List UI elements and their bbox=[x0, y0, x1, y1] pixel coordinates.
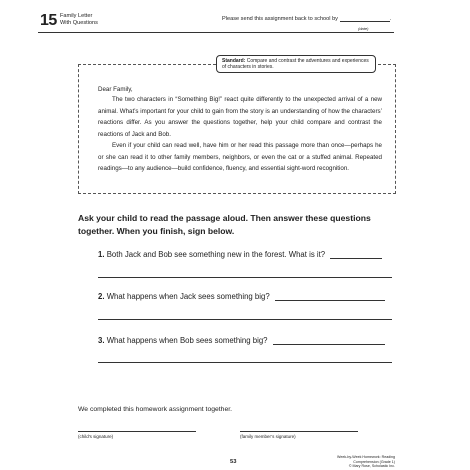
letter-paragraph-1: The two characters in “Something Big!” react quite differently to the unexpected arrival of a new animal. What’s important for your child to gain from the story is an understanding of how the characters’ reactions differ. As you answer the questions together, help your child compare and contrast the reactions of Jack and Bob. bbox=[98, 96, 382, 138]
lesson-number: 15 bbox=[40, 12, 57, 29]
completion-statement: We completed this homework assignment together. bbox=[78, 406, 233, 413]
letter-greeting: Dear Family, bbox=[98, 86, 133, 93]
date-caption: (date) bbox=[358, 26, 369, 31]
date-blank[interactable] bbox=[340, 16, 390, 22]
lesson-title bbox=[60, 13, 98, 27]
answer-line-2[interactable] bbox=[98, 319, 392, 320]
question-text: Both Jack and Bob see something new in the forest. What is it? bbox=[106, 250, 326, 259]
standard-text: Compare and contrast the adventures and experiences of characters in stories. bbox=[222, 58, 369, 71]
credit-line-2: © Mary Rose, Scholastic Inc. bbox=[348, 464, 395, 469]
standard-label: Standard: bbox=[222, 58, 246, 64]
question-1 bbox=[98, 250, 382, 259]
answer-line-1[interactable] bbox=[98, 277, 392, 278]
send-back-period: . bbox=[389, 16, 392, 22]
family-signature-line[interactable] bbox=[240, 431, 358, 432]
answer-line-3[interactable] bbox=[98, 362, 392, 363]
question-1-inline-blank[interactable] bbox=[330, 252, 382, 259]
question-text: What happens when Jack sees something big? bbox=[106, 292, 270, 301]
send-back-text: Please send this assignment back to school by bbox=[222, 16, 338, 22]
question-text: What happens when Bob sees something big? bbox=[106, 336, 268, 345]
family-signature-caption: (family member’s signature) bbox=[240, 434, 296, 439]
copyright-credit bbox=[335, 455, 395, 469]
question-number: 2. bbox=[98, 292, 105, 301]
question-number: 1. bbox=[98, 250, 105, 259]
letter-paragraph-2: Even if your child can read well, have him or her read this passage more than once—perhaps he or she can read it to other family members, neighbors, or even the cat or a stuffed animal. Repeated readings—to any audience—build confidence, fluency, and essential sight-word recognition. bbox=[98, 142, 382, 173]
credit-line-1: Week-by-Week Homework: Reading Comprehension (Grade 1) bbox=[337, 455, 395, 464]
question-2 bbox=[98, 292, 385, 301]
child-signature-caption: (child’s signature) bbox=[78, 434, 114, 439]
header-divider bbox=[38, 32, 394, 33]
page-number: 53 bbox=[230, 459, 237, 465]
lesson-title-line2: With Questions bbox=[60, 20, 98, 26]
question-2-inline-blank[interactable] bbox=[275, 294, 385, 301]
instructions-heading: Ask your child to read the passage aloud. Then answer these questions together. When you finish, sign below. bbox=[78, 213, 371, 236]
question-3-inline-blank[interactable] bbox=[273, 338, 385, 345]
question-number: 3. bbox=[98, 336, 105, 345]
lesson-title-line1: Family Letter bbox=[60, 13, 93, 19]
standard-callout bbox=[216, 55, 376, 73]
question-3 bbox=[98, 336, 385, 345]
child-signature-line[interactable] bbox=[78, 431, 196, 432]
send-back-instruction bbox=[222, 16, 391, 22]
